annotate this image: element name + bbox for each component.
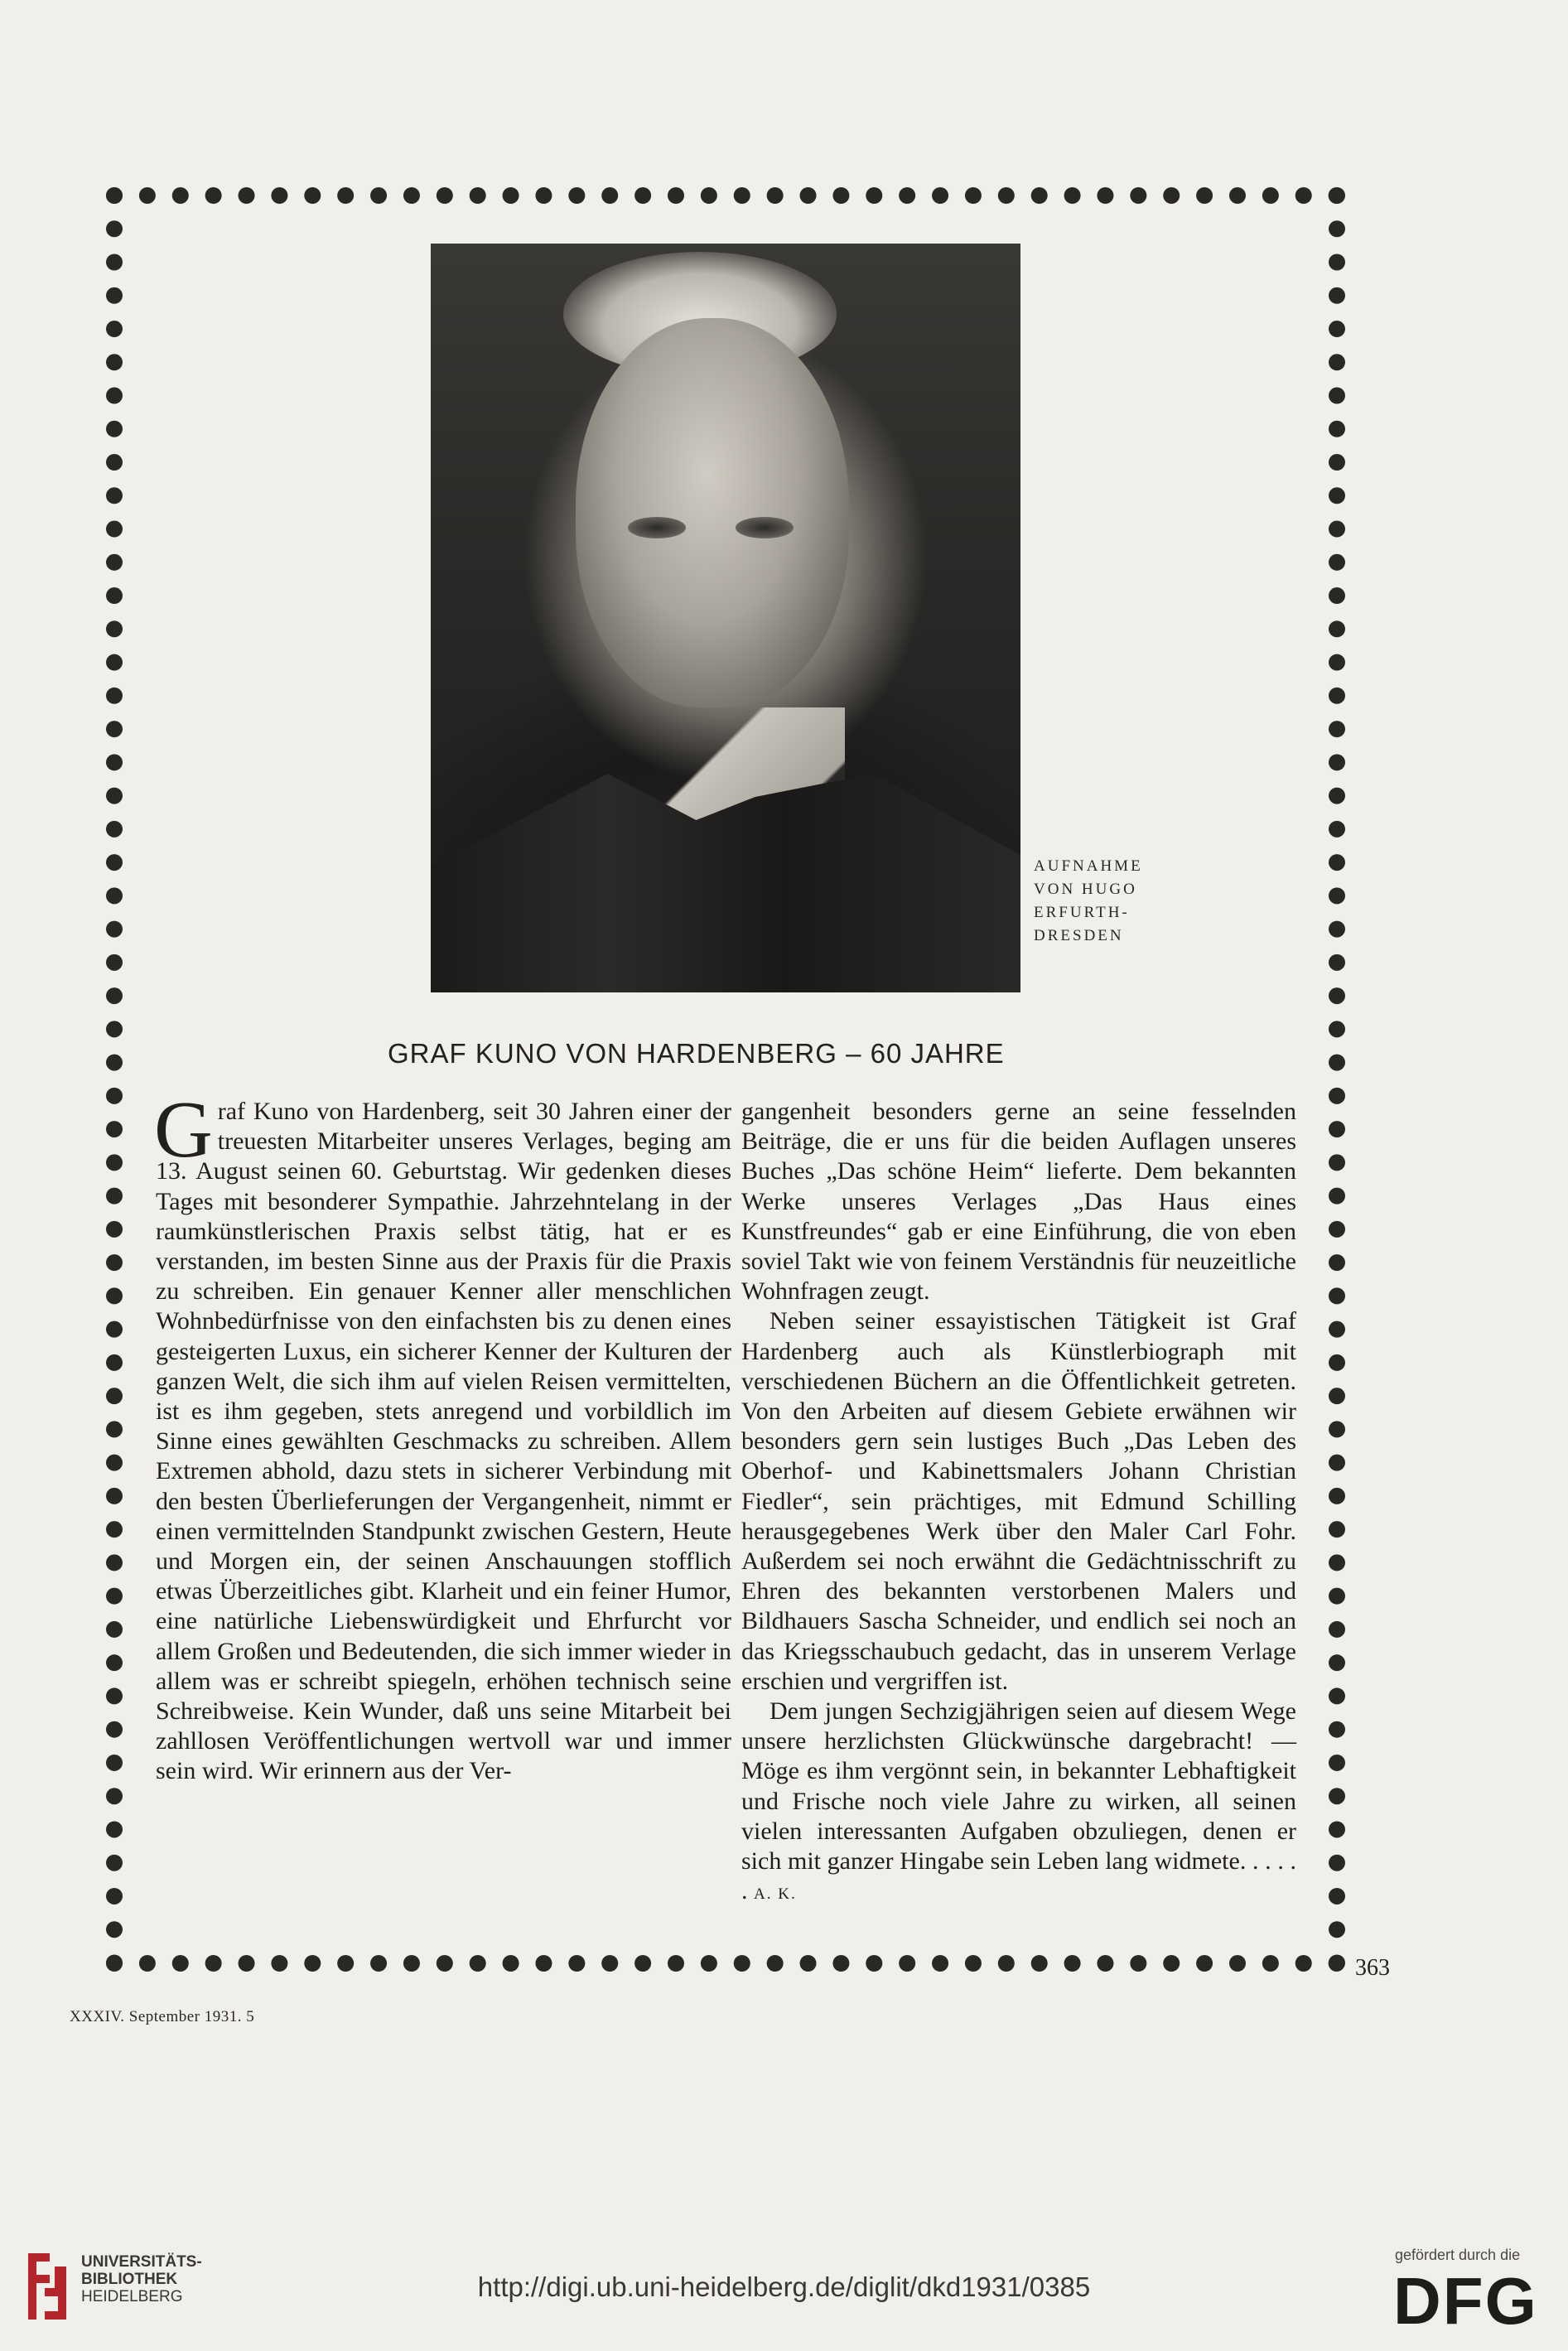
- paragraph: Graf Kuno von Hardenberg, seit 30 Jahren einer der treuesten Mitarbeiter unseres Verlages, beging am 13. August seinen 60. Geburtstag. Wir gedenken dieses Tages mit besonderer Sympathie. Jahrzehntelang in der raumkünstlerischen Praxis selbst tätig, hat er es verstanden, im besten Sinne aus der Praxis für die Praxis zu schreiben. Ein genauer Kenner aller menschlichen Wohnbedürfnisse von den einfachsten bis zu denen eines gesteigerten Luxus, ein sicherer Kenner der Kulturen der ganzen Welt, die sich ihm auf vielen Reisen vermittelten, ist es ihm gegeben, stets anregend und vorbildlich im Sinne eines gewählten Geschmacks zu schreiben. Allem Extremen abhold, dazu stets in sicherer Verbindung mit den besten Überlieferungen der Vergangenheit, nimmt er einen vermittelnden Standpunkt zwischen Gestern, Heute und Morgen ein, der seinen Anschauungen stofflich etwas Überzeitliches gibt. Klarheit und ein feiner Humor, eine natürliche Liebenswürdigkeit und Ehrfurcht vor allem Großen und Bedeutenden, die sich immer wieder in allem was er schreibt spiegeln, erhöhen technisch seine Schreibweise. Kein Wunder, daß uns seine Mitarbeit bei zahllosen Veröffentlichungen wertvoll war und immer sein wird. Wir erinnern aus der Ver-: [154, 1085, 731, 1785]
- page-number: 363: [1355, 1955, 1390, 1981]
- library-name: UNIVERSITÄTS- BIBLIOTHEK HEIDELBERG: [81, 2253, 202, 2305]
- photo-credit: AUFNAHME VON HUGO ERFURTH- DRESDEN: [1034, 857, 1143, 944]
- paragraph: Neben seiner essayistischen Tätigkeit ist Graf Hardenberg auch als Künstlerbiograph mit verschiedenen Büchern an die Öffentlichkeit getreten. Von den Arbeiten auf diesem Gebiete erwähnen wir besonders gern sein lustiges Buch „Das Leben des Oberhof- und Kabinettsmalers Johann Christian Fiedler“, sein prächtiges, mit Edmund Schilling herausgegebenes Werk über den Maler Carl Fohr. Außerdem sei noch erwähnt die Gedächtnisschrift zu Ehren des bekannten verstorbenen Malers und Bildhauers Sascha Schneider, und endlich sei noch an das Kriegsschaubuch gedacht, das in unserem Verlage erschien und vergriffen ist.: [741, 1307, 1296, 1695]
- dfg-logo: DFG: [1393, 2264, 1538, 2338]
- issue-footer: XXXIV. September 1931. 5: [70, 2008, 255, 2025]
- text-column-left: [154, 1085, 731, 1787]
- drop-cap: G: [154, 1085, 213, 1175]
- paragraph: Dem jungen Sechzigjährigen seien auf diesem Wege unsere herzlichsten Glückwünsche dargebracht! — Möge es ihm vergönnt sein, in bekannter Lebhaftigkeit und Frische noch viele Jahre zu wirken, all seinen vielen interessanten Aufgaben obzuliegen, denen er sich mit ganzer Hingabe sein Leben lang widmete. . . . . . A. K.: [741, 1697, 1296, 1905]
- permalink-url[interactable]: http://digi.ub.uni-heidelberg.de/diglit/dkd1931/0385: [477, 2271, 1091, 2302]
- funding-note: gefördert durch die: [1395, 2247, 1521, 2263]
- portrait-photo: [431, 244, 1020, 992]
- author-signature: A. K.: [754, 1885, 797, 1904]
- article-title: GRAF KUNO VON HARDENBERG – 60 JAHRE: [388, 1038, 1005, 1069]
- paragraph: gangenheit besonders gerne an seine fesselnden Beiträge, die er uns für die beiden Auflagen unseres Buches „Das schöne Heim“ lieferte. Dem bekannten Werke unseres Verlages „Das Haus eines Kunstfreundes“ gab er eine Einführung, die von eben soviel Takt wie von feinem Verständnis für neuzeitliche Wohnfragen zeugt.: [741, 1098, 1296, 1306]
- text-column-right: [741, 1097, 1296, 1909]
